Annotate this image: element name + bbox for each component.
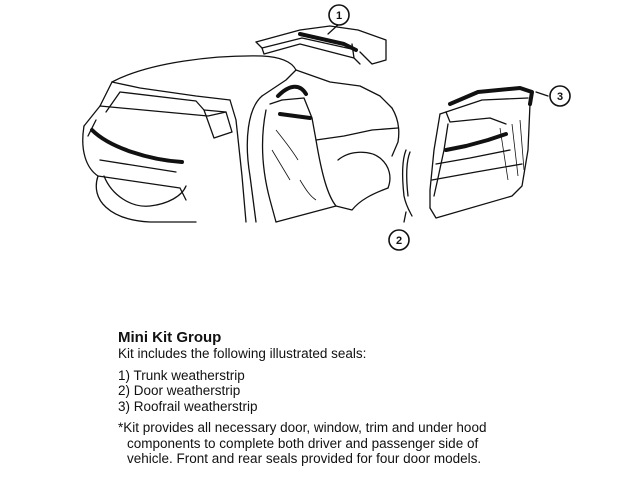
seal-list-item: 2) Door weatherstrip <box>118 383 241 398</box>
kit-note-line: vehicle. Front and rear seals provided for four door models. <box>127 451 482 466</box>
door-illustration <box>403 88 532 218</box>
kit-title: Mini Kit Group <box>118 329 222 346</box>
svg-text:3: 3 <box>556 91 564 103</box>
callout-2 <box>389 230 409 250</box>
trunk-weatherstrip-illustration <box>256 26 386 64</box>
callout-3 <box>550 86 570 106</box>
callout-2-leader <box>404 212 406 222</box>
callout-1 <box>329 5 349 25</box>
kit-note <box>118 420 618 467</box>
kit-note-line: components to complete both driver and passenger side of <box>127 435 479 451</box>
svg-text:2: 2 <box>395 235 403 247</box>
kit-intro: Kit includes the following illustrated seals: <box>118 346 367 361</box>
car-body-illustration <box>83 56 399 222</box>
seal-list-item: 3) Roofrail weatherstrip <box>118 398 258 414</box>
seal-list-item: 1) Trunk weatherstrip <box>118 367 245 383</box>
seal-list <box>118 368 618 415</box>
svg-text:1: 1 <box>335 10 343 22</box>
kit-description <box>118 329 618 467</box>
kit-note-line: *Kit provides all necessary door, window, trim and under hood <box>118 420 487 435</box>
callout-3-leader <box>536 92 548 96</box>
